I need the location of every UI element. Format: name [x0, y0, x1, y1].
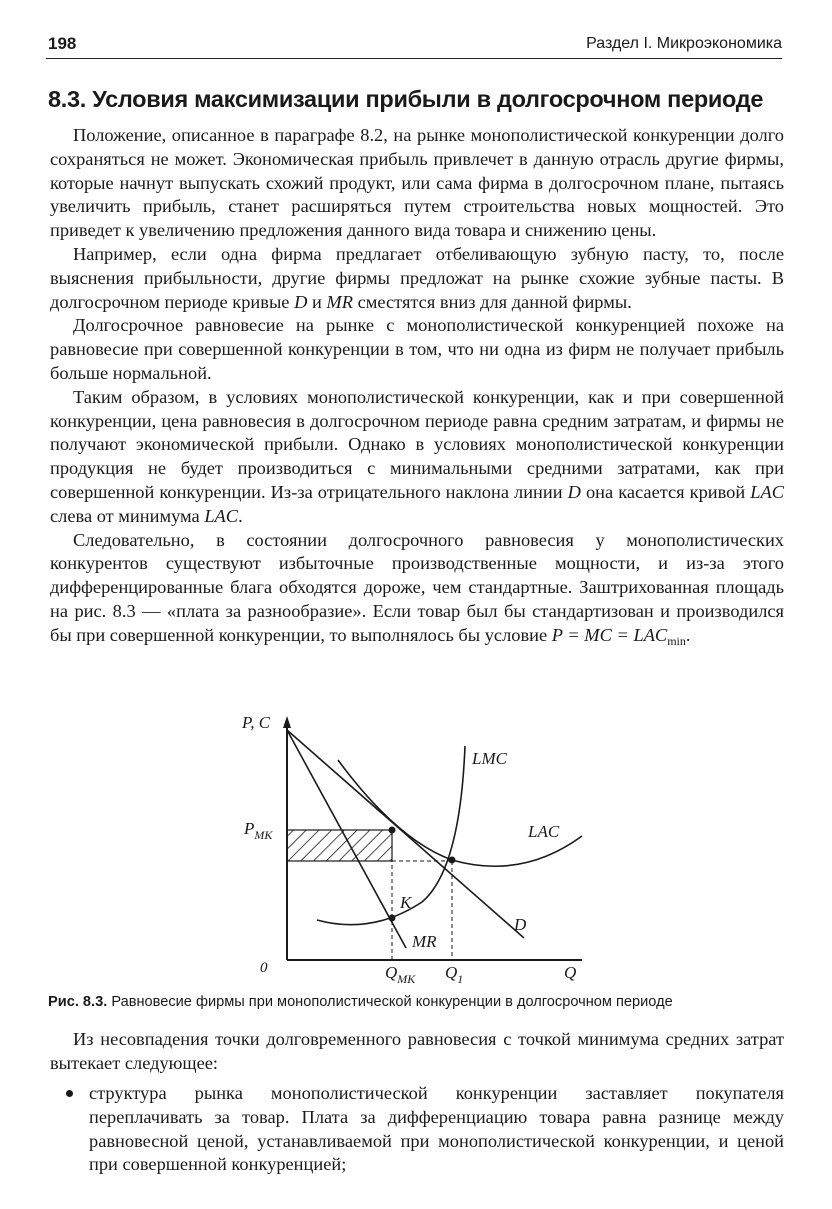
- body-text-bottom: [50, 1028, 784, 1076]
- mr-label: MR: [412, 932, 437, 951]
- hatched-area: [287, 830, 392, 861]
- paragraph-5: Следовательно, в состоянии долгосрочного равновесия у монополистических конкурентов существуют избыточные производственные мощности, и из-за этого дифференцированные блага обходятся дороже, чем стандартные. Заштрихованная площадь на рис. 8.3 — «плата за разнообразие». Если товар был бы стандартизован и производился бы при совершенной конкуренции, то выполнялось бы условие P = MC = $LAC_{min}$.: [50, 529, 784, 648]
- lmc-label: LMC: [472, 749, 507, 768]
- figure-8-3: [222, 710, 622, 990]
- q1-label: $Q_1$: [445, 963, 464, 986]
- tangency-point: [389, 827, 396, 834]
- paragraph-3: Долгосрочное равновесие на рынке с монополистической конкуренцией похоже на равновесие при совершенной конкуренции в том, что ни одна из фирм не получает прибыль больше нормальной.: [50, 315, 784, 383]
- paragraph-4: Таким образом, в условиях монополистической конкуренции, как и при совершенной конкуренции, цена равновесия в долгосрочном периоде равна средним затратам, и фирмы не получают экономической прибыли. Однако в условиях монополистической конкуренции продукция не будет производиться с минимальными средними затратами, как при совершенной конкуренции. Из-за отрицательного наклона линии D она касается кривой LAC слева от минимума LAC.: [50, 386, 784, 526]
- section-title: 8.3. Условия максимизации прибыли в долгосрочном периоде: [48, 86, 764, 112]
- paragraph-1: Положение, описанное в параграфе 8.2, на рынке монополистической конкуренции долго сохраняться не может. Экономическая прибыль привлечет в данную отрасль другие фирмы, которые начнут выпускать схожий продукт, или сама фирма в долгосрочном плане, пытаясь увеличить прибыль, станет расширяться путем строительства новых мощностей. Это приведет к увеличению предложения данного вида товара и снижению цены.: [50, 125, 784, 241]
- bullet-icon: [66, 1090, 73, 1097]
- figure-caption: Рис. 8.3. Равновесие фирмы при монополистической конкуренции в долгосрочном периоде: [48, 994, 673, 1010]
- qmk-label: $Q_{MK}$: [385, 963, 416, 986]
- d-label: D: [514, 915, 527, 934]
- y-axis-label: P, C: [242, 713, 271, 732]
- paragraph-2: Например, если одна фирма предлагает отбеливающую зубную пасту, то, после выяснения прибыльности, другие фирмы предложат на рынке схожие зубные пасты. В долгосрочном периоде кривые D и MR сместятся вниз для данной фирмы.: [50, 243, 784, 312]
- running-header: [46, 32, 782, 59]
- origin-label: 0: [260, 960, 268, 976]
- equilibrium-diagram: [222, 710, 622, 990]
- k-label: K: [400, 893, 412, 912]
- bullet-list: [60, 1082, 784, 1177]
- y-axis-arrow: [283, 716, 291, 728]
- pmk-label: $P_{MK}$: [244, 819, 273, 842]
- body-text-top: [50, 124, 784, 654]
- list-item: структура рынка монополистической конкуренции заставляет покупателя переплачивать за товар. Плата за дифференциацию товара равна разнице между равновесной ценой, устанавливаемой при монополистической конкуренции, и ценой при совершенной конкуренцией;: [60, 1082, 784, 1177]
- lac-label: LAC: [528, 822, 560, 841]
- lac-minimum-point: [449, 857, 456, 864]
- paragraph-6: Из несовпадения точки долговременного равновесия с точкой минимума средних затрат вытекает следующее:: [50, 1029, 784, 1073]
- page-number: 198: [48, 34, 77, 53]
- section-name: Раздел I. Микроэкономика: [586, 35, 782, 52]
- x-axis-label: Q: [564, 963, 577, 982]
- point-k: [389, 915, 396, 922]
